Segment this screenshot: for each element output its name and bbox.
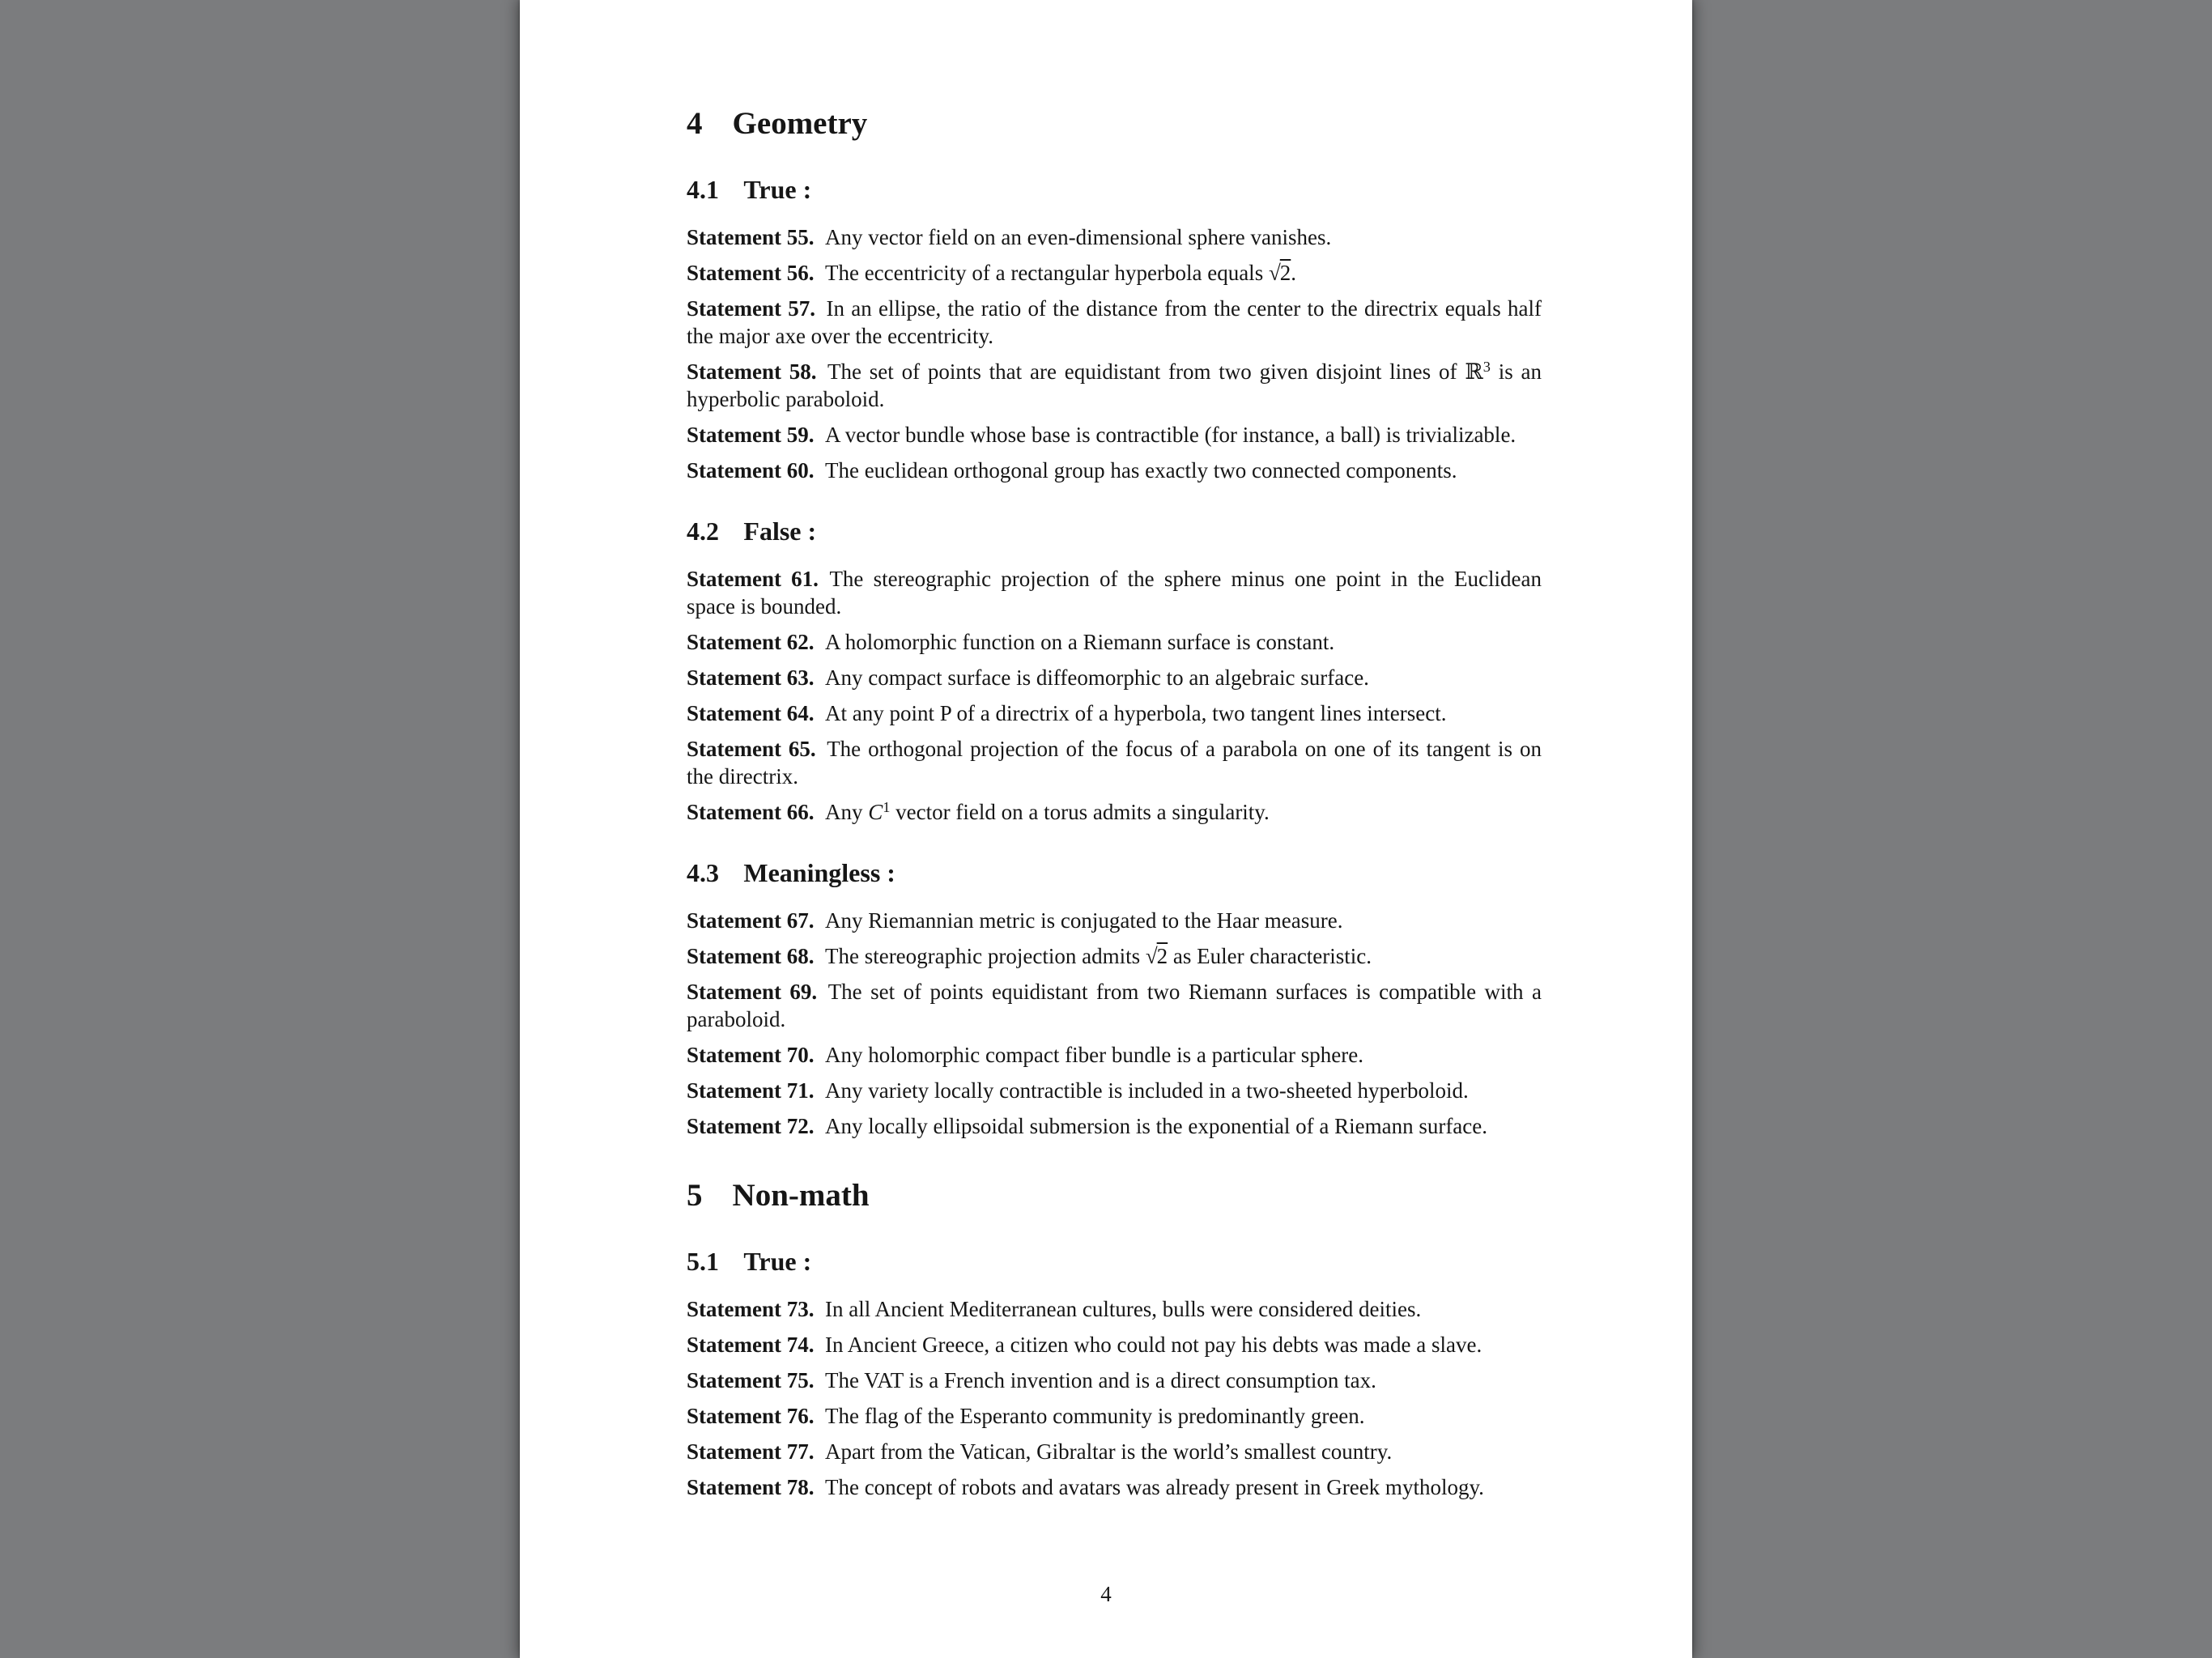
section-title: Meaningless : [743, 858, 895, 887]
statement-text: In all Ancient Mediterranean cultures, bulls were considered deities. [824, 1297, 1422, 1321]
statement [687, 699, 1542, 727]
page-content [687, 105, 1542, 1509]
statement-label: Statement 78. [687, 1475, 815, 1499]
section-number: 5.1 [687, 1247, 719, 1276]
statement-text: In an ellipse, the ratio of the distance from the center to the directrix equals half the major axe over the eccentricity. [687, 296, 1542, 348]
statement [687, 1367, 1542, 1394]
statement [687, 1077, 1542, 1104]
statement-label: Statement 74. [687, 1333, 815, 1357]
statement [687, 978, 1542, 1033]
section-title: False : [743, 517, 817, 546]
statement-label: Statement 77. [687, 1439, 815, 1464]
statement [687, 358, 1542, 413]
statement-text: Apart from the Vatican, Gibraltar is the world’s smallest country. [824, 1439, 1393, 1464]
statement [687, 295, 1542, 350]
statement-label: Statement 56. [687, 261, 815, 285]
statement-text: Any [824, 800, 869, 824]
statement [687, 1331, 1542, 1358]
statement-text: The set of points equidistant from two Riemann surfaces is compatible with a paraboloid. [687, 980, 1542, 1031]
sqrt-argument: 2 [1156, 944, 1168, 968]
statement-text: The stereographic projection of the sphere minus one point in the Euclidean space is bounded. [687, 567, 1542, 619]
statement-text: The euclidean orthogonal group has exactly two connected components. [824, 458, 1457, 483]
statement-label: Statement 72. [687, 1114, 815, 1138]
statement-label: Statement 63. [687, 665, 815, 690]
statement-label: Statement 62. [687, 630, 815, 654]
statement-text: The VAT is a French invention and is a direct consumption tax. [824, 1368, 1376, 1392]
statement-text: vector field on a torus admits a singularity. [890, 800, 1270, 824]
subsection-heading [687, 515, 1542, 547]
statement-text: Any vector field on an even-dimensional sphere vanishes. [824, 225, 1332, 249]
statement-label: Statement 75. [687, 1368, 815, 1392]
statement [687, 628, 1542, 656]
statement-label: Statement 67. [687, 908, 815, 933]
statement-label: Statement 71. [687, 1078, 815, 1103]
page-number: 4 [1100, 1582, 1112, 1606]
statement [687, 1402, 1542, 1430]
statement-label: Statement 65. [687, 737, 816, 761]
statement [687, 421, 1542, 449]
statement-label: Statement 76. [687, 1404, 815, 1428]
section-number: 4.2 [687, 517, 719, 546]
statement [687, 1041, 1542, 1069]
statement [687, 735, 1542, 790]
statement [687, 907, 1542, 934]
statement-label: Statement 60. [687, 458, 815, 483]
subsection-heading [687, 1245, 1542, 1278]
section-heading [687, 1177, 1542, 1214]
sqrt-expression [1269, 261, 1291, 285]
statement-text: as Euler characteristic. [1168, 944, 1372, 968]
section-title: True : [743, 1247, 812, 1276]
document-page [520, 0, 1692, 1658]
statement-label: Statement 55. [687, 225, 815, 249]
statement-text: A vector bundle whose base is contractible (for instance, a ball) is trivializable. [824, 423, 1516, 447]
statement [687, 1438, 1542, 1465]
statement-label: Statement 57. [687, 296, 815, 321]
statement [687, 259, 1542, 287]
subsection-heading [687, 173, 1542, 206]
section-number: 5 [687, 1178, 703, 1213]
superscript: 1 [883, 798, 891, 815]
statement-text: The flag of the Esperanto community is predominantly green. [824, 1404, 1365, 1428]
statement-text: A holomorphic function on a Riemann surface is constant. [824, 630, 1335, 654]
statement [687, 798, 1542, 826]
statement-label: Statement 70. [687, 1043, 815, 1067]
statement-text: At any point P of a directrix of a hyperbola, two tangent lines intersect. [824, 701, 1447, 725]
statement-label: Statement 69. [687, 980, 818, 1004]
statement-text: The orthogonal projection of the focus of a parabola on one of its tangent is on the directrix. [687, 737, 1542, 789]
statement-text: . [1291, 261, 1297, 285]
statement-text: In Ancient Greece, a citizen who could not pay his debts was made a slave. [824, 1333, 1482, 1357]
statement [687, 664, 1542, 691]
statement-label: Statement 58. [687, 359, 817, 384]
section-number: 4 [687, 106, 703, 141]
statement [687, 1112, 1542, 1140]
statement-text: The concept of robots and avatars was already present in Greek mythology. [824, 1475, 1484, 1499]
section-title: Non-math [732, 1178, 870, 1213]
statement-text: Any holomorphic compact fiber bundle is a particular sphere. [824, 1043, 1364, 1067]
statement-text: Any compact surface is diffeomorphic to an algebraic surface. [824, 665, 1369, 690]
statement-text: is an hyperbolic paraboloid. [687, 359, 1542, 411]
statement [687, 1295, 1542, 1323]
superscript: 3 [1482, 358, 1491, 375]
statement-text: Any locally ellipsoidal submersion is the exponential of a Riemann surface. [824, 1114, 1488, 1138]
sqrt-argument: 2 [1279, 261, 1291, 285]
statement-label: Statement 64. [687, 701, 815, 725]
statement-label: Statement 61. [687, 567, 819, 591]
statement [687, 942, 1542, 970]
sqrt-expression [1146, 944, 1168, 968]
statement [687, 565, 1542, 620]
statement [687, 457, 1542, 484]
statement-label: Statement 66. [687, 800, 815, 824]
statement-text: Any variety locally contractible is included in a two-sheeted hyperboloid. [824, 1078, 1469, 1103]
subsection-heading [687, 857, 1542, 889]
radical-sign: √ [1268, 261, 1280, 285]
radical-sign: √ [1145, 944, 1157, 968]
statement [687, 1473, 1542, 1501]
section-title: Geometry [732, 106, 868, 141]
section-title: True : [743, 175, 812, 204]
math-italic: C [868, 800, 883, 824]
statement-text: Any Riemannian metric is conjugated to the Haar measure. [824, 908, 1343, 933]
section-heading [687, 105, 1542, 142]
statement-text: The eccentricity of a rectangular hyperbola equals [824, 261, 1269, 285]
statement-label: Statement 59. [687, 423, 815, 447]
statement-text: The set of points that are equidistant from two given disjoint lines of ℝ [827, 359, 1483, 384]
statement-text: The stereographic projection admits [824, 944, 1146, 968]
statement-label: Statement 68. [687, 944, 815, 968]
statement [687, 223, 1542, 251]
section-number: 4.3 [687, 858, 719, 887]
section-number: 4.1 [687, 175, 719, 204]
statement-label: Statement 73. [687, 1297, 815, 1321]
